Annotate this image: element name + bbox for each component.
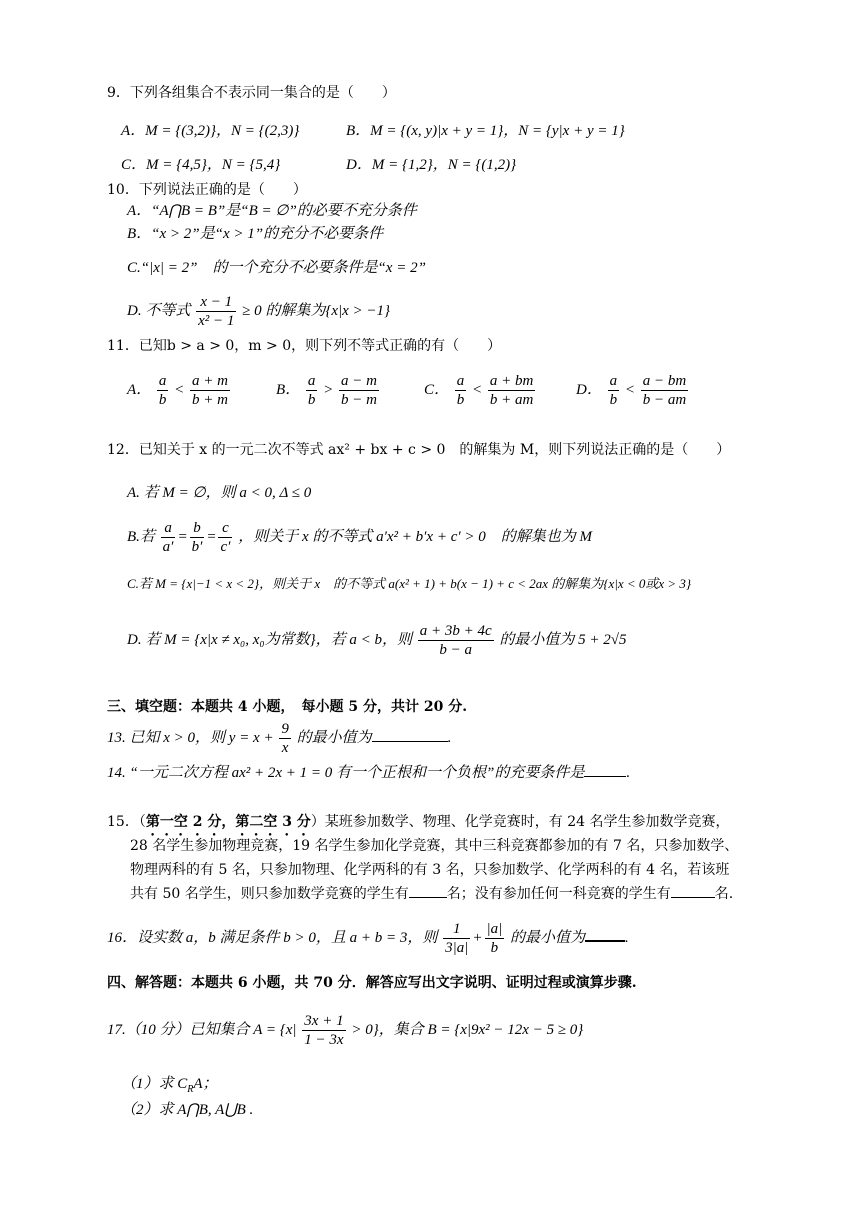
q9-option-b: B．M = {(x, y)|x + y = 1}，N = {y|x + y = 1} — [346, 123, 625, 139]
q9-stem: 9．下列各组集合不表示同一集合的是（ ） — [107, 85, 396, 101]
q15-line-3: 物理两科的有 5 名，只参加物理、化学两科的有 3 名，只参加数学、化学两科的有 4 名，若该班 — [130, 862, 730, 878]
section-4-heading: 四、解答题：本题共 6 小题，共 70 分．解答应写出文字说明、证明过程或演算步骤. — [107, 975, 637, 991]
q17-part-2: （2）求 A⋂B, A⋃B . — [121, 1102, 254, 1118]
q11-option-d: D． $\frac{a}{b}$ < $\frac{a - bm}{b - am}$ — [576, 373, 687, 408]
q16-answer-blank[interactable] — [585, 940, 625, 942]
q10-stem: 10．下列说法正确的是（ ） — [107, 182, 307, 198]
q10-option-d: D. 不等式 $\frac{x - 1}{\text{x² − 1}}$ ≥ 0 的解集为{x|x > −1} — [127, 294, 391, 329]
q15-answer-blank-1[interactable] — [409, 897, 447, 898]
q9-option-d: D．M = {1,2}，N = {(1,2)} — [346, 157, 517, 173]
q12-option-c: C.若 M = {x|−1 < x < 2}，则关于 x 的不等式 a(x² + 1) + b(x − 1) + c < 2ax 的解集为{x|x < 0或x > 3} — [127, 576, 692, 591]
q14-answer-blank[interactable] — [584, 776, 626, 777]
q11-option-a: A． $\frac{a}{b}$ < $\frac{a + m}{b + m}$ — [127, 373, 229, 408]
q15-answer-blank-2[interactable] — [671, 897, 715, 898]
section-3-heading: 三、填空题：本题共 4 小题， 每小题 5 分，共计 20 分. — [107, 699, 468, 715]
q15-line-4: 共有 50 名学生，则只参加数学竞赛的学生有 名；没有参加任何一科竞赛的学生有 名. — [130, 886, 734, 902]
q13: 13. 已知 x > 0，则 y = x + $\frac{9}{x}$ 的最小值为 . — [107, 721, 452, 756]
q13-answer-blank[interactable] — [372, 741, 448, 742]
q9-option-a: A．M = {(3,2)}，N = {(2,3)} — [121, 123, 300, 139]
q17-stem: 17.（10 分）已知集合 A = {x| $\frac{3x + 1}{1 - 3x}$ > 0}，集合 B = {x|9x² − 12x − 5 ≥ 0} — [107, 1013, 584, 1048]
q12-stem: 12．已知关于 x 的一元二次不等式 ax² + bx + c > 0 的解集为 M，则下列说法正确的是（ ） — [107, 442, 731, 458]
q11-option-b: B． $\frac{a}{b}$ > $\frac{a - m}{b - m}$ — [276, 373, 378, 408]
q10-option-b: B．“x > 2”是“x > 1”的充分不必要条件 — [127, 226, 384, 242]
q10-d-fraction: $\frac{x - 1}{\text{x² − 1}}$ — [198, 294, 235, 329]
q10-option-c: C.“|x| = 2” 的一个充分不必要条件是“x = 2” — [127, 260, 426, 276]
q11-stem: 11．已知b > a > 0，m > 0，则下列不等式正确的有（ ） — [107, 338, 502, 354]
q16: 16．设实数 a，b 满足条件 b > 0，且 a + b = 3，则 $\frac{1}{3|a|}$ + $\frac{|a|}{b}$ 的最小值为 . — [107, 921, 629, 956]
q15-line-1: 15．（第一空 2 分，第二空 3 分）某班参加数学、物理、化学竞赛时，有 24 名学生参加数学竞赛， — [107, 814, 730, 830]
q12-option-a: A. 若 M = ∅，则 a < 0, Δ ≤ 0 — [127, 485, 312, 501]
q10-option-a: A．“A⋂B = B”是“B = ∅”的必要不充分条件 — [127, 203, 417, 219]
q17-part-1: （1）求 $C_RA$； — [121, 1076, 218, 1095]
q12-option-b: B.若 $\frac{a}{a'}$ = $\frac{b}{b'}$ = $\frac{c}{c'}$ ，则关于 x 的不等式 a′x² + b′x + c′ > 0 的解集也为 M — [127, 520, 593, 555]
q14: 14. “一元二次方程 ax² + 2x + 1 = 0 有一个正根和一个负根”的充要条件是 . — [107, 765, 631, 781]
q12-option-d: D. 若 M = {x|x ≠ x₀, x₀为常数}，若 a < b，则 $\frac{a + 3b + 4c}{b - a}$ 的最小值为 5 + 2√5 — [127, 623, 627, 658]
q11-option-c: C． $\frac{a}{b}$ < $\frac{a + bm}{b + am}$ — [424, 373, 534, 408]
q15-line-2: 28 名学生参加物理竞赛，19 名学生参加化学竞赛，其中三科竞赛都参加的有 7 名，只参加数学、 — [130, 838, 739, 854]
q9-option-c: C．M = {4,5}，N = {5,4} — [121, 157, 281, 173]
